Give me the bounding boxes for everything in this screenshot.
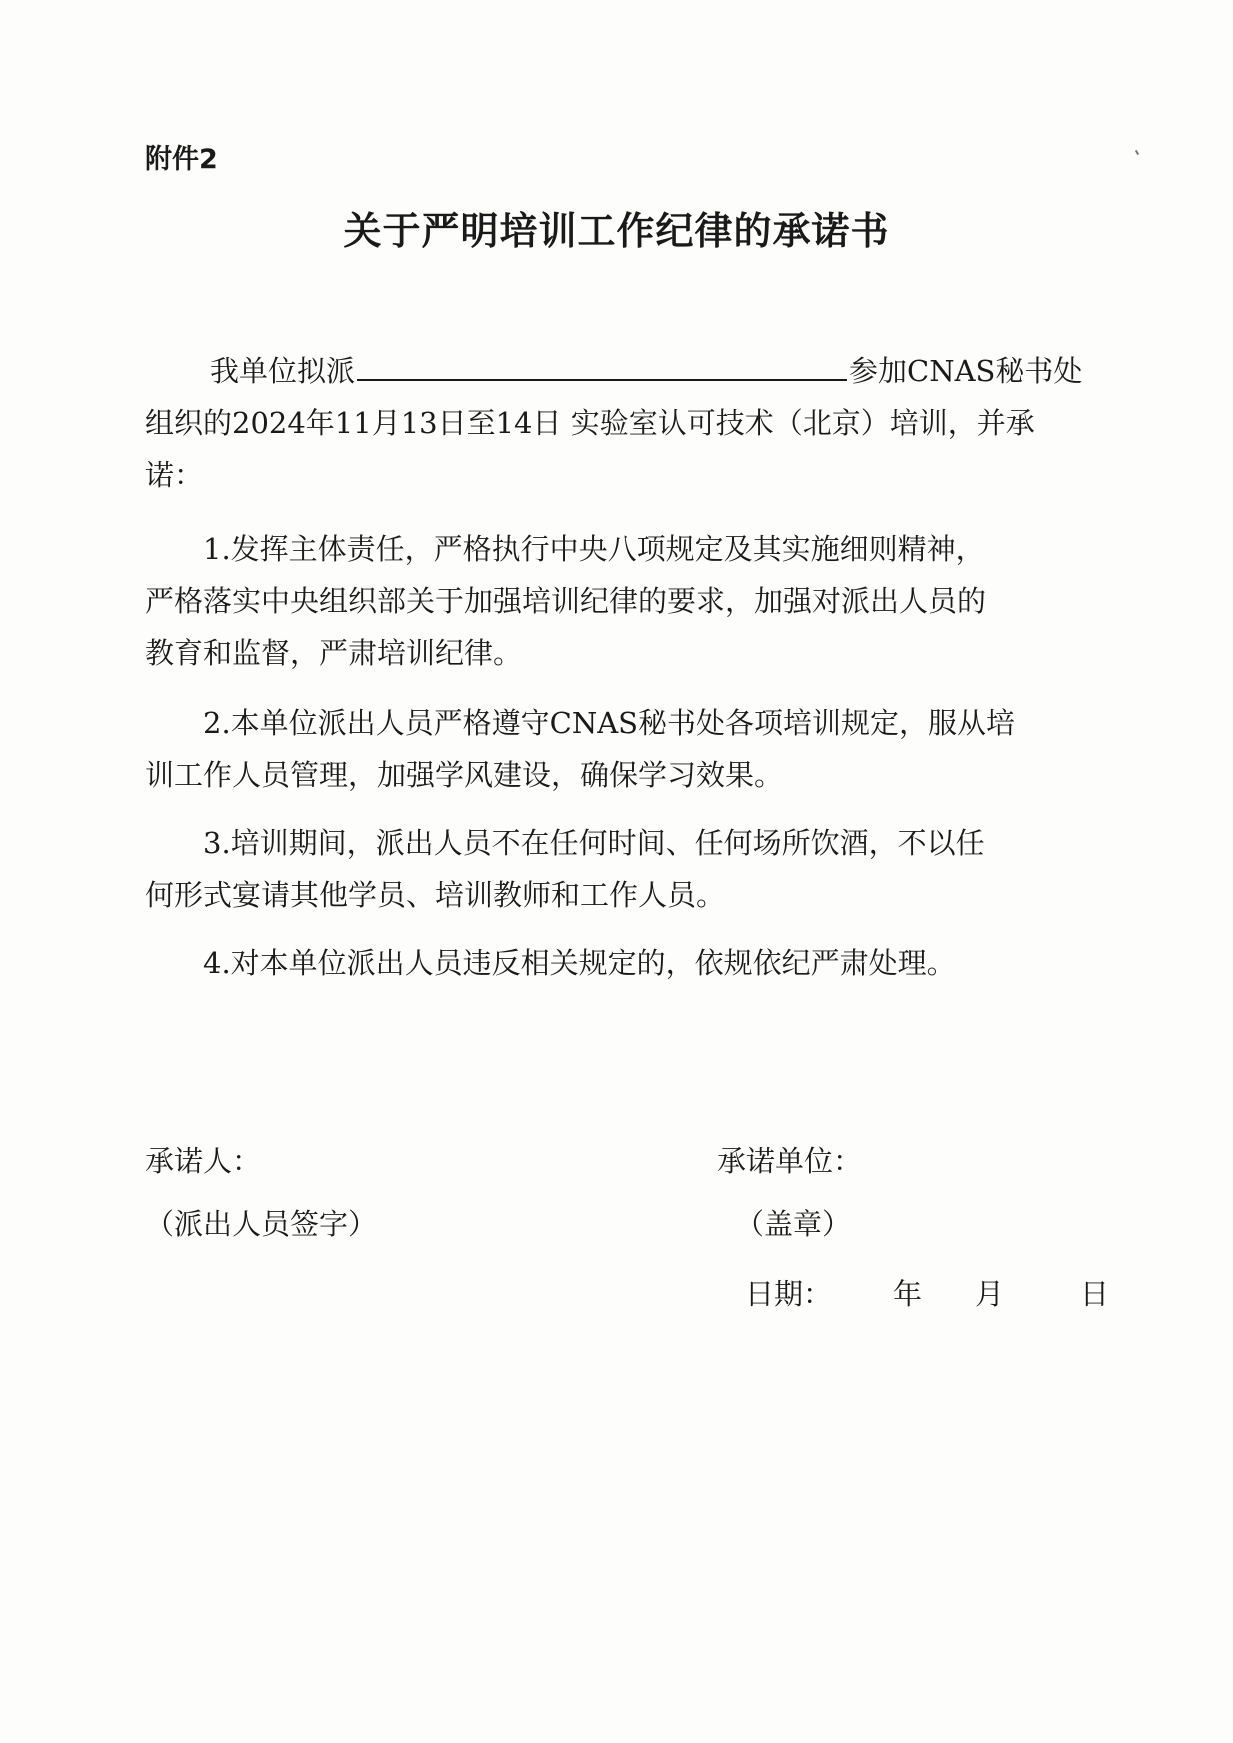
intro-text-before-blank: 我单位拟派 (210, 354, 356, 388)
unit-seal-note: （盖章） (735, 1207, 852, 1241)
item-2-line-1: 2.本单位派出人员严格遵守CNAS秘书处各项培训规定，服从培 (203, 706, 1016, 740)
date-year-label: 年 (893, 1277, 923, 1311)
item-3-line-2: 何形式宴请其他学员、培训教师和工作人员。 (145, 878, 726, 912)
item-4-line-1: 4.对本单位派出人员违反相关规定的，依规依纪严肃处理。 (203, 946, 956, 980)
scan-speck (1135, 150, 1139, 155)
promisor-signature-note: （派出人员签字） (145, 1207, 378, 1241)
item-2-line-2: 训工作人员管理，加强学风建设，确保学习效果。 (145, 758, 784, 792)
document-title: 关于严明培训工作纪律的承诺书 (343, 209, 890, 253)
item-3-line-1: 3.培训期间，派出人员不在任何时间、任何场所饮酒，不以任 (203, 826, 985, 860)
unit-label: 承诺单位： (717, 1144, 863, 1178)
intro-text-after-blank: 参加CNAS秘书处 (849, 354, 1083, 388)
date-label: 日期： (745, 1277, 833, 1311)
intro-line-3: 诺： (145, 458, 204, 492)
trainee-name-blank[interactable] (357, 349, 847, 381)
item-1-line-3: 教育和监督，严肃培训纪律。 (145, 636, 523, 670)
date-day-label: 日 (1080, 1277, 1110, 1311)
intro-line-1 (210, 345, 1082, 397)
item-1-line-2: 严格落实中央组织部关于加强培训纪律的要求，加强对派出人员的 (145, 584, 987, 618)
item-1-line-1: 1.发挥主体责任，严格执行中央八项规定及其实施细则精神， (203, 532, 985, 566)
intro-line-2: 组织的2024年11月13日至14日 实验室认可技术（北京）培训，并承 (145, 406, 1035, 440)
promisor-label: 承诺人： (145, 1144, 262, 1178)
attachment-label: 附件2 (145, 144, 218, 175)
date-month-label: 月 (975, 1277, 1005, 1311)
